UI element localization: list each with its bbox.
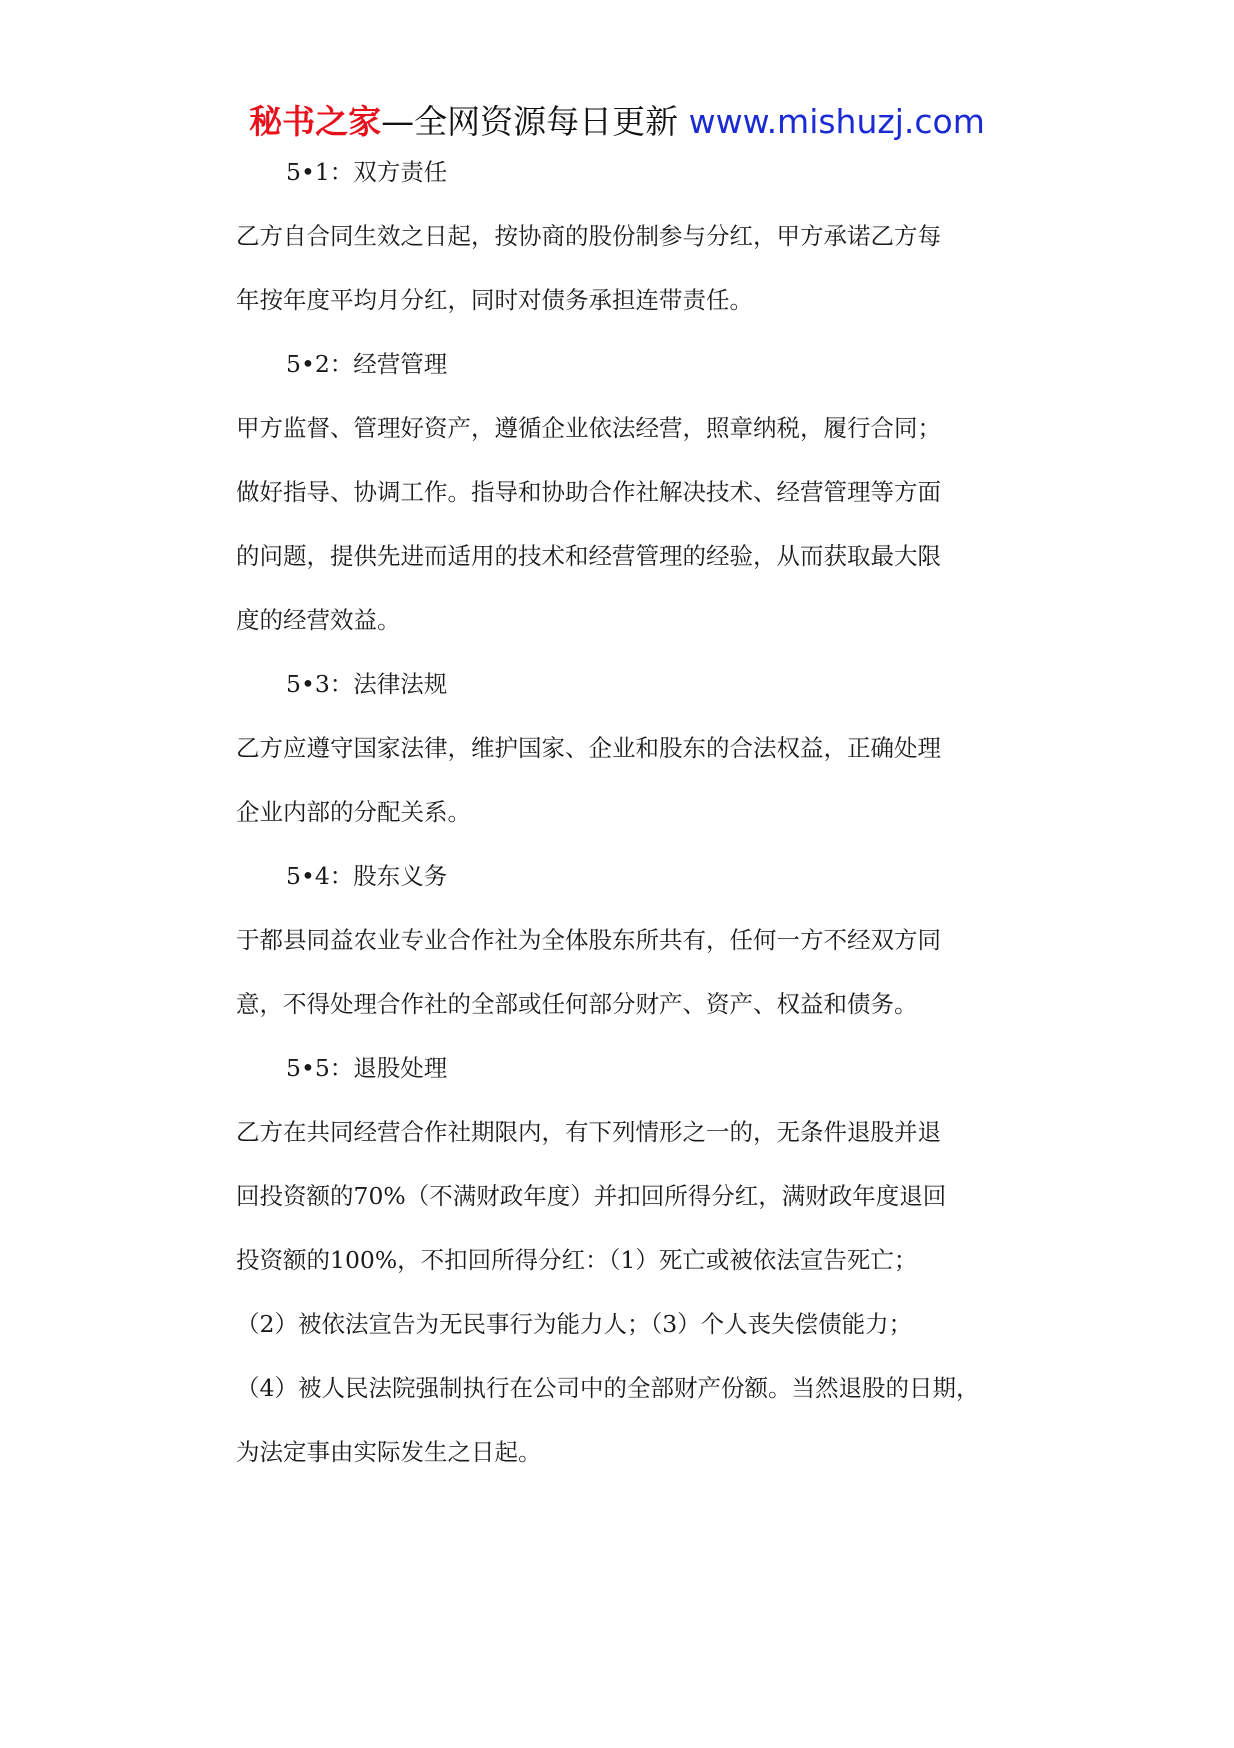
section-5-3-text-line: 企业内部的分配关系。 <box>236 798 471 826</box>
section-5-4-text-line: 意，不得处理合作社的全部或任何部分财产、资产、权益和债务。 <box>236 990 918 1018</box>
section-5-2-text-line: 甲方监督、管理好资产，遵循企业依法经营，照章纳税，履行合同； <box>236 414 941 442</box>
section-5-5-text-line: （4）被人民法院强制执行在公司中的全部财产份额。当然退股的日期， <box>236 1374 980 1402</box>
section-5-5-title: 5•5：退股处理 <box>286 1054 448 1082</box>
section-5-4-title: 5•4：股东义务 <box>286 862 448 890</box>
section-5-1-text-line: 年按年度平均月分红，同时对债务承担连带责任。 <box>236 286 753 314</box>
section-5-5-text-line: 投资额的100%，不扣回所得分红：（1）死亡或被依法宣告死亡； <box>236 1246 918 1274</box>
section-5-2-text-line: 做好指导、协调工作。指导和协助合作社解决技术、经营管理等方面 <box>236 478 941 506</box>
section-5-2-title: 5•2：经营管理 <box>286 350 448 378</box>
site-url[interactable]: www.mishuzj.com <box>688 102 985 141</box>
section-5-2-text-line: 度的经营效益。 <box>236 606 401 634</box>
section-5-5-text-line: 为法定事由实际发生之日起。 <box>236 1438 542 1466</box>
section-5-5-text-line: 回投资额的70%（不满财政年度）并扣回所得分红，满财政年度退回 <box>236 1182 947 1210</box>
section-5-4-text-line: 于都县同益农业专业合作社为全体股东所共有，任何一方不经双方同 <box>236 926 941 954</box>
section-5-1-text-line: 乙方自合同生效之日起，按协商的股份制参与分红，甲方承诺乙方每 <box>236 222 941 250</box>
site-brand: 秘书之家 <box>249 102 382 141</box>
section-5-5-text-line: 乙方在共同经营合作社期限内，有下列情形之一的，无条件退股并退 <box>236 1118 941 1146</box>
site-slogan: —全网资源每日更新 <box>381 102 679 141</box>
section-5-1-title: 5•1：双方责任 <box>286 158 448 186</box>
page-header <box>0 98 1234 146</box>
section-5-3-text-line: 乙方应遵守国家法律，维护国家、企业和股东的合法权益，正确处理 <box>236 734 941 762</box>
section-5-5-text-line: （2）被依法宣告为无民事行为能力人；（3）个人丧失偿债能力； <box>236 1310 913 1338</box>
section-5-3-title: 5•3：法律法规 <box>286 670 448 698</box>
section-5-2-text-line: 的问题，提供先进而适用的技术和经营管理的经验，从而获取最大限 <box>236 542 941 570</box>
